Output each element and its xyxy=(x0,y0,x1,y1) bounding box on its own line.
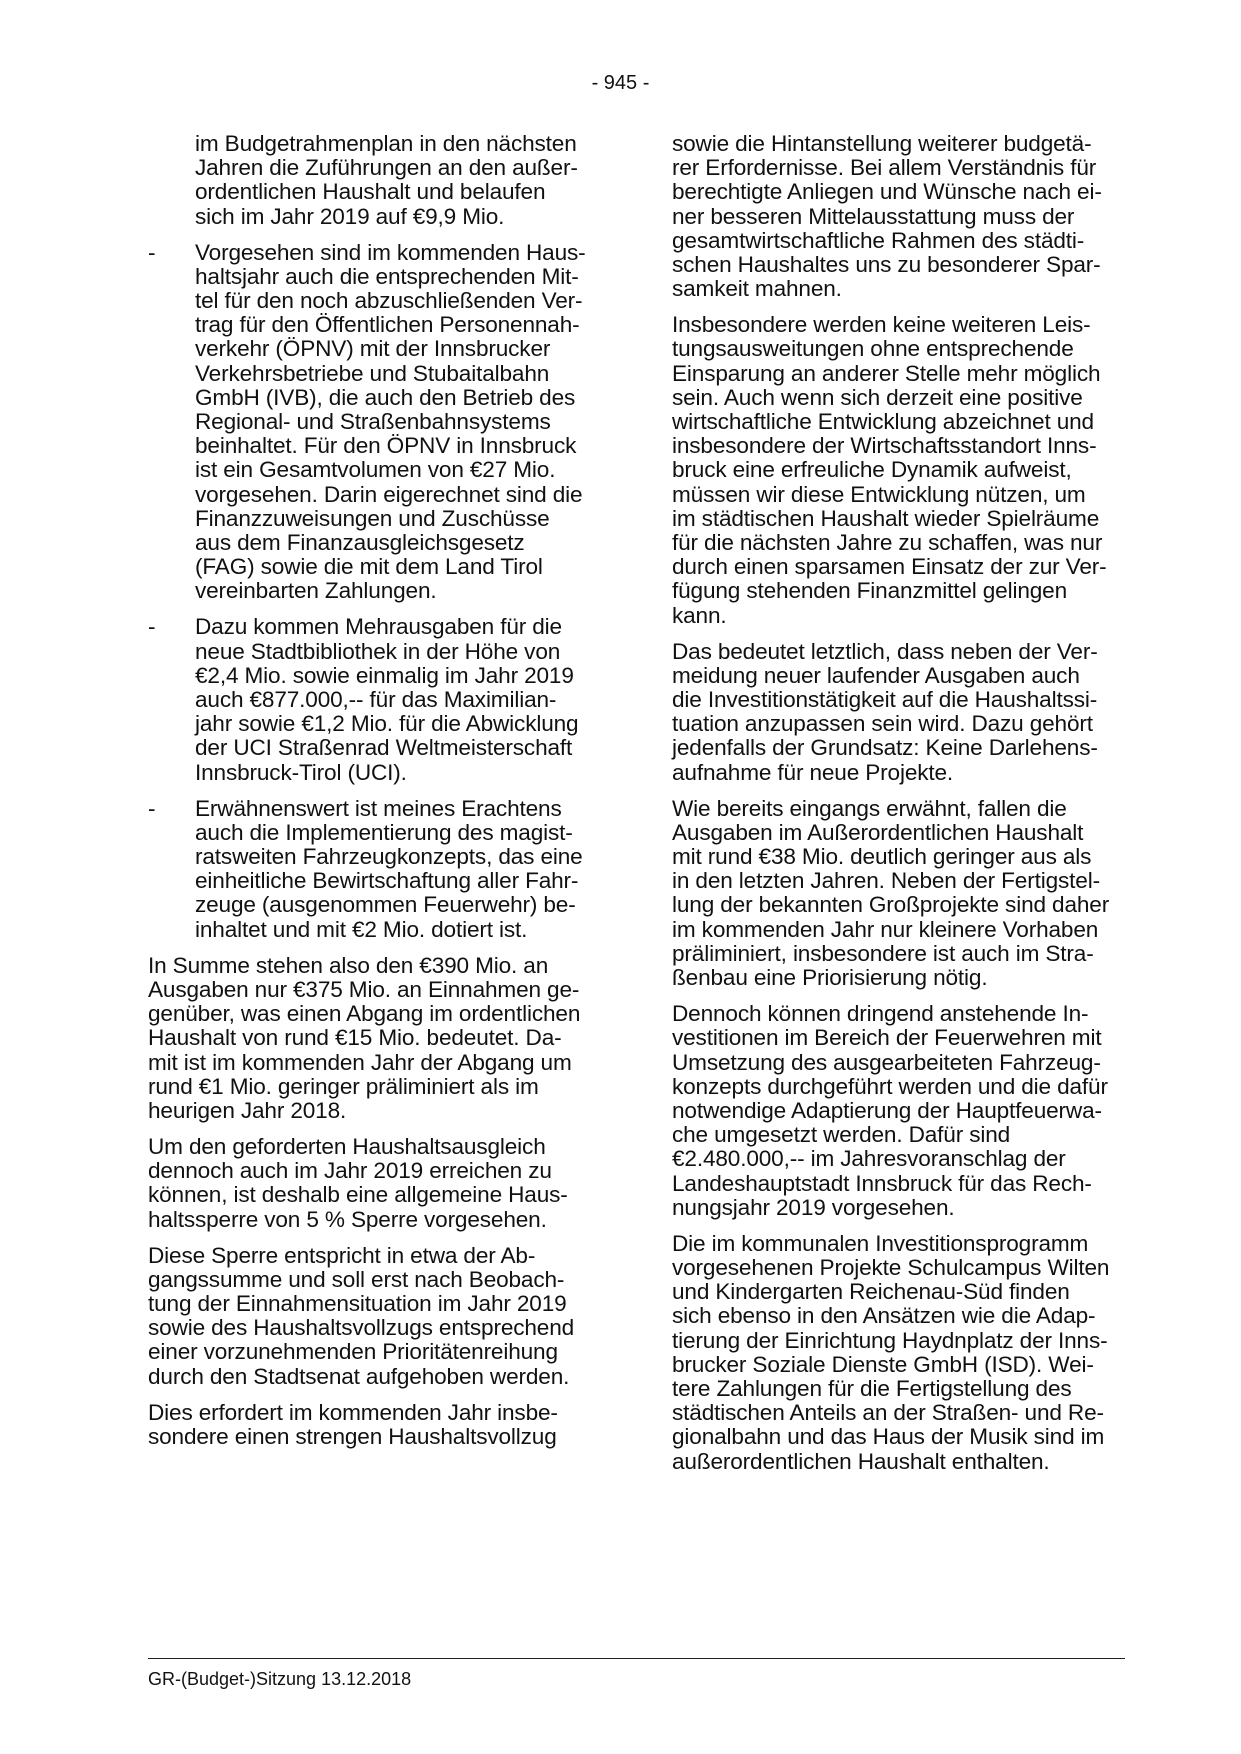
bullet-dash: - xyxy=(148,239,156,265)
text-line: trag für den Öffentlichen Personennah- xyxy=(195,312,580,338)
bullet-item xyxy=(148,797,608,942)
paragraph xyxy=(672,797,1132,991)
text-line: außerordentlichen Haushalt enthalten. xyxy=(672,1448,1050,1474)
bullet-dash: - xyxy=(148,614,156,640)
text-line: tungsausweitungen ohne entsprechende xyxy=(672,336,1074,362)
footer-text: GR-(Budget-)Sitzung 13.12.2018 xyxy=(148,1669,412,1689)
text-line: sowie des Haushaltsvollzugs entsprechend xyxy=(148,1315,575,1341)
paragraph xyxy=(148,1244,608,1389)
text-line: Verkehrsbetriebe und Stubaitalbahn xyxy=(195,360,550,386)
text-line: Umsetzung des ausgearbeiteten Fahrzeug- xyxy=(672,1049,1101,1075)
text-line: haltsjahr auch die entsprechenden Mit- xyxy=(195,263,579,289)
text-line: Die im kommunalen Investitionsprogramm xyxy=(672,1230,1089,1256)
text-line: gangssumme und soll erst nach Beobach- xyxy=(148,1266,565,1292)
text-line: im kommenden Jahr nur kleinere Vorhaben xyxy=(672,916,1099,942)
text-line: tel für den noch abzuschließenden Ver- xyxy=(195,288,583,314)
text-line: rund €1 Mio. geringer präliminiert als im xyxy=(148,1073,539,1099)
text-line: sich ebenso in den Ansätzen wie die Adap- xyxy=(672,1303,1096,1329)
text-line: brucker Soziale Dienste GmbH (ISD). Wei- xyxy=(672,1351,1094,1377)
text-line: auch die Implementierung des magist- xyxy=(195,819,573,845)
text-line: gionalbahn und das Haus der Musik sind im xyxy=(672,1424,1105,1450)
text-line: wirtschaftliche Entwicklung abzeichnet und xyxy=(672,409,1094,435)
text-line: genüber, was einen Abgang im ordentlichen xyxy=(148,1001,581,1027)
footer-divider xyxy=(148,1658,1125,1659)
text-line: tuation anzupassen sein wird. Dazu gehört xyxy=(672,711,1093,737)
text-line: fügung stehenden Finanzmittel gelingen xyxy=(672,578,1067,604)
text-line: durch einen sparsamen Einsatz der zur Ver- xyxy=(672,554,1107,580)
text-line: vorgesehenen Projekte Schulcampus Wilten xyxy=(672,1254,1110,1280)
text-line: sich im Jahr 2019 auf €9,9 Mio. xyxy=(195,203,505,229)
paragraph xyxy=(148,1135,608,1232)
text-line: sowie die Hintanstellung weiterer budgetä- xyxy=(672,131,1092,156)
paragraph xyxy=(672,313,1132,628)
text-line: €2.480.000,-- im Jahresvoranschlag der xyxy=(672,1146,1066,1172)
text-line: Das bedeutet letztlich, dass neben der Ver- xyxy=(672,638,1098,664)
bullet-item xyxy=(148,241,608,604)
text-line: müssen wir diese Entwicklung nützen, um xyxy=(672,481,1086,507)
text-line: tere Zahlungen für die Fertigstellung des xyxy=(672,1375,1072,1401)
left-column xyxy=(148,132,608,1461)
text-line: zeuge (ausgenommen Feuerwehr) be- xyxy=(195,892,576,918)
text-line: Vorgesehen sind im kommenden Haus- xyxy=(195,239,586,265)
text-line: bruck eine erfreuliche Dynamik aufweist, xyxy=(672,457,1072,483)
text-line: verkehr (ÖPNV) mit der Innsbrucker xyxy=(195,336,551,362)
paragraph xyxy=(672,1232,1132,1474)
paragraph xyxy=(148,1401,608,1449)
text-line: Insbesondere werden keine weiteren Leis- xyxy=(672,312,1091,338)
text-line: konzepts durchgeführt werden und die dafür xyxy=(672,1073,1108,1099)
text-line: präliminiert, insbesondere ist auch im Stra- xyxy=(672,940,1094,966)
text-line: Wie bereits eingangs erwähnt, fallen die xyxy=(672,795,1067,821)
text-line: einheitliche Bewirtschaftung aller Fahr- xyxy=(195,868,579,894)
text-line: haltssperre von 5 % Sperre vorgesehen. xyxy=(148,1206,547,1232)
text-line: im städtischen Haushalt wieder Spielräume xyxy=(672,505,1100,531)
text-line: ratsweiten Fahrzeugkonzepts, das eine xyxy=(195,844,583,870)
text-line: Landeshauptstadt Innsbruck für das Rech- xyxy=(672,1170,1092,1196)
text-line: aus dem Finanzausgleichsgesetz xyxy=(195,530,525,556)
paragraph xyxy=(148,954,608,1123)
text-line: aufnahme für neue Projekte. xyxy=(672,759,954,785)
text-line: heurigen Jahr 2018. xyxy=(148,1097,347,1123)
text-line: schen Haushaltes uns zu besonderer Spar- xyxy=(672,252,1101,278)
text-line: Dies erfordert im kommenden Jahr insbe- xyxy=(148,1399,558,1425)
text-line: Jahren die Zuführungen an den außer- xyxy=(195,155,578,181)
text-line: Dennoch können dringend anstehende In- xyxy=(672,1001,1089,1027)
text-line: Finanzzuweisungen und Zuschüsse xyxy=(195,505,550,531)
text-line: mit rund €38 Mio. deutlich geringer aus als xyxy=(672,844,1092,870)
page-number: - 945 - xyxy=(591,72,650,94)
text-line: meidung neuer laufender Ausgaben auch xyxy=(672,662,1080,688)
text-line: Dazu kommen Mehrausgaben für die xyxy=(195,614,562,640)
text-line: In Summe stehen also den €390 Mio. an xyxy=(148,952,549,978)
text-line: durch den Stadtsenat aufgehoben werden. xyxy=(148,1363,570,1389)
text-line: samkeit mahnen. xyxy=(672,276,842,302)
right-column xyxy=(672,132,1132,1486)
text-line: che umgesetzt werden. Dafür sind xyxy=(672,1122,1011,1148)
text-line: notwendige Adaptierung der Hauptfeuerwa- xyxy=(672,1097,1102,1123)
text-line: auch €877.000,-- für das Maximilian- xyxy=(195,687,557,713)
text-line: vorgesehen. Darin eigerechnet sind die xyxy=(195,481,583,507)
text-line: tierung der Einrichtung Haydnplatz der Inns- xyxy=(672,1327,1108,1353)
bullet-dash: - xyxy=(148,795,156,821)
text-line: die Investitionstätigkeit auf die Haushaltssi- xyxy=(672,687,1098,713)
text-line: Ausgaben im Außerordentlichen Haushalt xyxy=(672,819,1084,845)
text-line: inhaltet und mit €2 Mio. dotiert ist. xyxy=(195,916,528,942)
text-line: beinhaltet. Für den ÖPNV in Innsbruck xyxy=(195,433,577,459)
paragraph xyxy=(148,132,608,229)
text-line: Regional- und Straßenbahnsystems xyxy=(195,409,551,435)
text-line: gesamtwirtschaftliche Rahmen des städti- xyxy=(672,227,1085,253)
text-line: €2,4 Mio. sowie einmalig im Jahr 2019 xyxy=(195,662,574,688)
text-line: städtischen Anteils an der Straßen- und Re- xyxy=(672,1400,1104,1426)
text-line: ist ein Gesamtvolumen von €27 Mio. xyxy=(195,457,556,483)
text-line: GmbH (IVB), die auch den Betrieb des xyxy=(195,384,576,410)
text-line: tung der Einnahmensituation im Jahr 2019 xyxy=(148,1290,567,1316)
paragraph xyxy=(672,640,1132,785)
text-line: Um den geforderten Haushaltsausgleich xyxy=(148,1133,546,1159)
text-line: im Budgetrahmenplan in den nächsten xyxy=(195,131,577,156)
text-line: ner besseren Mittelausstattung muss der xyxy=(672,203,1075,229)
text-line: vereinbarten Zahlungen. xyxy=(195,578,437,604)
text-line: kann. xyxy=(672,602,727,628)
text-line: jahr sowie €1,2 Mio. für die Abwicklung xyxy=(195,711,579,737)
bullet-item xyxy=(148,615,608,784)
text-line: jedenfalls der Grundsatz: Keine Darlehens- xyxy=(672,735,1098,761)
text-line: insbesondere der Wirtschaftsstandort Inns- xyxy=(672,433,1097,459)
text-line: und Kindergarten Reichenau-Süd finden xyxy=(672,1279,1070,1305)
paragraph xyxy=(672,1002,1132,1220)
text-line: sein. Auch wenn sich derzeit eine positive xyxy=(672,384,1083,410)
text-line: sondere einen strengen Haushaltsvollzug xyxy=(148,1423,557,1449)
text-line: Haushalt von rund €15 Mio. bedeutet. Da- xyxy=(148,1025,562,1051)
text-line: dennoch auch im Jahr 2019 erreichen zu xyxy=(148,1158,552,1184)
text-line: Diese Sperre entspricht in etwa der Ab- xyxy=(148,1242,536,1268)
text-line: mit ist im kommenden Jahr der Abgang um xyxy=(148,1049,572,1075)
text-line: ßenbau eine Priorisierung nötig. xyxy=(672,965,988,991)
text-line: rer Erfordernisse. Bei allem Verständnis für xyxy=(672,155,1097,181)
text-line: Ausgaben nur €375 Mio. an Einnahmen ge- xyxy=(148,976,580,1002)
text-line: ordentlichen Haushalt und belaufen xyxy=(195,179,546,205)
text-line: (FAG) sowie die mit dem Land Tirol xyxy=(195,554,543,580)
text-line: Einsparung an anderer Stelle mehr möglich xyxy=(672,360,1101,386)
text-line: vestitionen im Bereich der Feuerwehren mit xyxy=(672,1025,1102,1051)
text-line: einer vorzunehmenden Prioritätenreihung xyxy=(148,1339,558,1365)
text-line: Erwähnenswert ist meines Erachtens xyxy=(195,795,562,821)
text-line: neue Stadtbibliothek in der Höhe von xyxy=(195,638,561,664)
text-line: nungsjahr 2019 vorgesehen. xyxy=(672,1194,955,1220)
text-line: berechtigte Anliegen und Wünsche nach ei- xyxy=(672,179,1102,205)
paragraph xyxy=(672,132,1132,301)
text-line: können, ist deshalb eine allgemeine Haus- xyxy=(148,1182,568,1208)
text-line: Innsbruck-Tirol (UCI). xyxy=(195,759,407,785)
text-line: für die nächsten Jahre zu schaffen, was nur xyxy=(672,530,1103,556)
text-line: der UCI Straßenrad Weltmeisterschaft xyxy=(195,735,573,761)
text-line: lung der bekannten Großprojekte sind daher xyxy=(672,892,1110,918)
text-line: in den letzten Jahren. Neben der Fertigstel- xyxy=(672,868,1100,894)
